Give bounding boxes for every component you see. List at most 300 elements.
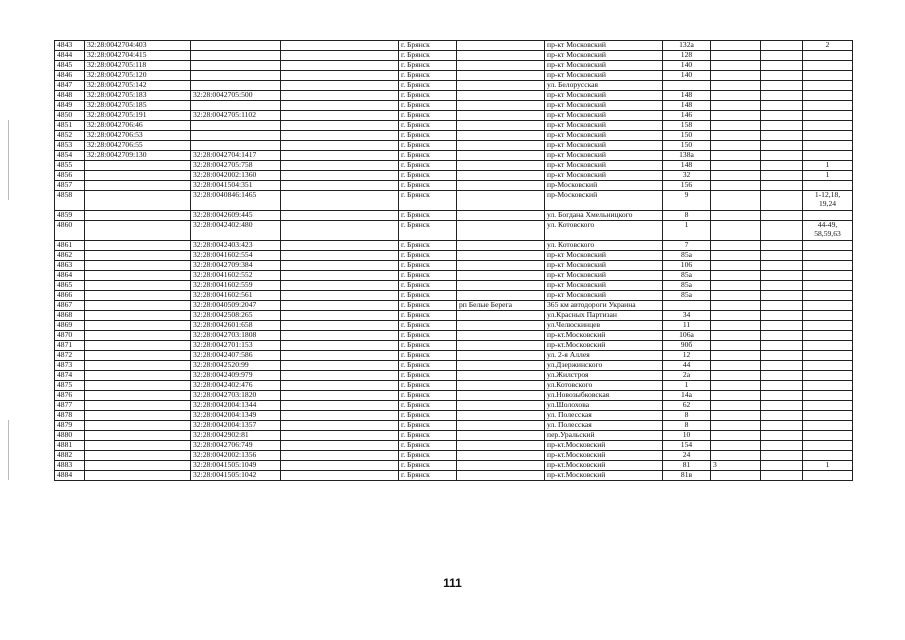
settlement-cell (457, 251, 545, 261)
table-row (55, 291, 853, 301)
street-cell: пр-кт.Московский (545, 341, 663, 351)
table-row (55, 71, 853, 81)
settlement-cell (457, 41, 545, 51)
house-number-cell: 146 (663, 111, 711, 121)
table-row (55, 101, 853, 111)
table-row (55, 401, 853, 411)
extra-cell (761, 291, 803, 301)
record-number-cell: 4874 (55, 371, 85, 381)
city-cell: г. Брянск (399, 151, 457, 161)
table-row (55, 121, 853, 131)
premises-cell (803, 141, 853, 151)
extra-number-cell (281, 41, 399, 51)
building-cell (711, 361, 761, 371)
record-number-cell: 4884 (55, 471, 85, 481)
settlement-cell (457, 381, 545, 391)
street-cell: пр-кт Московский (545, 101, 663, 111)
cadastral-number-cell (85, 471, 191, 481)
house-number-cell: 81в (663, 471, 711, 481)
extra-cell (761, 181, 803, 191)
settlement-cell (457, 361, 545, 371)
building-cadastral-number-cell (191, 61, 281, 71)
record-number-cell: 4846 (55, 71, 85, 81)
cadastral-number-cell (85, 221, 191, 241)
city-cell: г. Брянск (399, 131, 457, 141)
street-cell: пр-кт Московский (545, 151, 663, 161)
settlement-cell (457, 71, 545, 81)
record-number-cell: 4849 (55, 101, 85, 111)
street-cell: ул. Белорусская (545, 81, 663, 91)
table-row (55, 441, 853, 451)
premises-cell (803, 341, 853, 351)
premises-cell (803, 131, 853, 141)
table-row (55, 301, 853, 311)
street-cell: ул. Котовского (545, 221, 663, 241)
cadastral-number-cell (85, 401, 191, 411)
premises-cell (803, 251, 853, 261)
cadastral-number-cell (85, 371, 191, 381)
city-cell: г. Брянск (399, 471, 457, 481)
premises-cell (803, 191, 853, 211)
record-number-cell: 4878 (55, 411, 85, 421)
record-number-cell: 4867 (55, 301, 85, 311)
cadastral-number-cell (85, 291, 191, 301)
extra-number-cell (281, 401, 399, 411)
city-cell: г. Брянск (399, 251, 457, 261)
building-cadastral-number-cell: 32:28:0040509:2047 (191, 301, 281, 311)
record-number-cell: 4877 (55, 401, 85, 411)
cadastral-number-cell (85, 241, 191, 251)
record-number-cell: 4854 (55, 151, 85, 161)
premises-cell (803, 311, 853, 321)
city-cell: г. Брянск (399, 441, 457, 451)
street-cell: пр-кт Московский (545, 91, 663, 101)
extra-cell (761, 101, 803, 111)
extra-number-cell (281, 151, 399, 161)
building-cadastral-number-cell: 32:28:0041602:559 (191, 281, 281, 291)
city-cell: г. Брянск (399, 91, 457, 101)
cadastral-number-cell: 32:28:0042705:191 (85, 111, 191, 121)
building-cell (711, 371, 761, 381)
settlement-cell (457, 261, 545, 271)
cadastral-number-cell (85, 261, 191, 271)
house-number-cell: 85а (663, 291, 711, 301)
building-cadastral-number-cell: 32:28:0042002:1360 (191, 171, 281, 181)
extra-number-cell (281, 471, 399, 481)
building-cell (711, 111, 761, 121)
cadastral-number-cell: 32:28:0042706:46 (85, 121, 191, 131)
extra-cell (761, 121, 803, 131)
cadastral-number-cell: 32:28:0042705:183 (85, 91, 191, 101)
premises-cell (803, 391, 853, 401)
building-cadastral-number-cell: 32:28:0041602:561 (191, 291, 281, 301)
extra-cell (761, 91, 803, 101)
extra-cell (761, 71, 803, 81)
settlement-cell (457, 161, 545, 171)
settlement-cell (457, 291, 545, 301)
extra-cell (761, 391, 803, 401)
house-number-cell: 156 (663, 181, 711, 191)
city-cell: г. Брянск (399, 301, 457, 311)
scan-edge-mark (8, 420, 9, 480)
house-number-cell: 106 (663, 261, 711, 271)
house-number-cell: 14а (663, 391, 711, 401)
extra-cell (761, 171, 803, 181)
building-cadastral-number-cell (191, 41, 281, 51)
extra-number-cell (281, 81, 399, 91)
premises-line: 1 (825, 170, 830, 179)
record-number-cell: 4870 (55, 331, 85, 341)
extra-cell (761, 361, 803, 371)
street-cell: ул. 2-я Аллея (545, 351, 663, 361)
table-row (55, 61, 853, 71)
house-number-cell: 154 (663, 441, 711, 451)
house-number-cell: 8 (663, 211, 711, 221)
extra-cell (761, 221, 803, 241)
city-cell: г. Брянск (399, 341, 457, 351)
extra-number-cell (281, 291, 399, 301)
city-cell: г. Брянск (399, 41, 457, 51)
street-cell: пр-кт.Московский (545, 451, 663, 461)
cadastral-number-cell (85, 191, 191, 211)
street-cell: ул.Челюскинцев (545, 321, 663, 331)
house-number-cell: 85а (663, 281, 711, 291)
extra-cell (761, 401, 803, 411)
settlement-cell (457, 191, 545, 211)
table-row (55, 181, 853, 191)
house-number-cell: 2а (663, 371, 711, 381)
extra-cell (761, 211, 803, 221)
record-number-cell: 4865 (55, 281, 85, 291)
street-cell: пр-кт Московский (545, 51, 663, 61)
building-cell (711, 191, 761, 211)
building-cadastral-number-cell: 32:28:0042705:758 (191, 161, 281, 171)
table-row (55, 191, 853, 211)
record-number-cell: 4860 (55, 221, 85, 241)
extra-number-cell (281, 101, 399, 111)
house-number-cell: 8 (663, 411, 711, 421)
street-cell: пр-кт Московский (545, 121, 663, 131)
record-number-cell: 4861 (55, 241, 85, 251)
city-cell: г. Брянск (399, 311, 457, 321)
record-number-cell: 4883 (55, 461, 85, 471)
extra-number-cell (281, 441, 399, 451)
building-cell (711, 341, 761, 351)
extra-cell (761, 51, 803, 61)
premises-cell (803, 461, 853, 471)
premises-cell (803, 101, 853, 111)
building-cell (711, 211, 761, 221)
extra-number-cell (281, 271, 399, 281)
extra-cell (761, 191, 803, 211)
table-row (55, 411, 853, 421)
record-number-cell: 4862 (55, 251, 85, 261)
house-number-cell: 32 (663, 171, 711, 181)
extra-number-cell (281, 341, 399, 351)
table-row (55, 331, 853, 341)
street-cell: пр-кт.Московский (545, 441, 663, 451)
street-cell: ул.Новозыбковская (545, 391, 663, 401)
extra-cell (761, 61, 803, 71)
building-cadastral-number-cell: 32:28:0041505:1049 (191, 461, 281, 471)
premises-cell (803, 71, 853, 81)
table-row (55, 321, 853, 331)
premises-cell (803, 61, 853, 71)
extra-cell (761, 241, 803, 251)
settlement-cell (457, 81, 545, 91)
building-cadastral-number-cell: 32:28:0042407:586 (191, 351, 281, 361)
table-row (55, 131, 853, 141)
building-cell (711, 441, 761, 451)
settlement-cell (457, 331, 545, 341)
building-cadastral-number-cell: 32:28:0042704:1417 (191, 151, 281, 161)
building-cadastral-number-cell (191, 141, 281, 151)
record-number-cell: 4872 (55, 351, 85, 361)
premises-cell (803, 301, 853, 311)
cadastral-number-cell: 32:28:0042709:130 (85, 151, 191, 161)
extra-cell (761, 301, 803, 311)
premises-cell (803, 261, 853, 271)
city-cell: г. Брянск (399, 171, 457, 181)
premises-cell (803, 161, 853, 171)
premises-cell (803, 41, 853, 51)
table-row (55, 371, 853, 381)
city-cell: г. Брянск (399, 121, 457, 131)
premises-cell (803, 451, 853, 461)
street-cell: пр-кт Московский (545, 141, 663, 151)
record-number-cell: 4856 (55, 171, 85, 181)
building-cadastral-number-cell: 32:28:0042705:500 (191, 91, 281, 101)
street-cell: пр-кт Московский (545, 291, 663, 301)
building-cell (711, 261, 761, 271)
building-cell (711, 61, 761, 71)
extra-cell (761, 371, 803, 381)
extra-cell (761, 421, 803, 431)
settlement-cell (457, 421, 545, 431)
street-cell: пр-кт Московский (545, 261, 663, 271)
premises-cell (803, 171, 853, 181)
city-cell: г. Брянск (399, 421, 457, 431)
extra-number-cell (281, 71, 399, 81)
extra-cell (761, 461, 803, 471)
cadastral-number-cell: 32:28:0042705:185 (85, 101, 191, 111)
house-number-cell: 158 (663, 121, 711, 131)
extra-number-cell (281, 411, 399, 421)
premises-cell (803, 81, 853, 91)
city-cell: г. Брянск (399, 191, 457, 211)
extra-number-cell (281, 331, 399, 341)
table-row (55, 431, 853, 441)
settlement-cell (457, 141, 545, 151)
extra-cell (761, 451, 803, 461)
settlement-cell (457, 341, 545, 351)
cadastral-number-cell (85, 421, 191, 431)
street-cell: ул. Богдана Хмельницкого (545, 211, 663, 221)
street-cell: ул.Жилстроя (545, 371, 663, 381)
table-row (55, 261, 853, 271)
extra-number-cell (281, 141, 399, 151)
building-cell: 3 (711, 461, 761, 471)
house-number-cell: 62 (663, 401, 711, 411)
settlement-cell: рп Белые Берега (457, 301, 545, 311)
extra-number-cell (281, 241, 399, 251)
building-cell (711, 81, 761, 91)
street-cell: ул.Дзержинского (545, 361, 663, 371)
building-cadastral-number-cell: 32:28:0042402:480 (191, 221, 281, 241)
cadastral-number-cell (85, 271, 191, 281)
cadastral-number-cell (85, 431, 191, 441)
extra-cell (761, 81, 803, 91)
cadastral-number-cell: 32:28:0042704:415 (85, 51, 191, 61)
premises-line: 1 (825, 460, 830, 469)
scan-edge-mark (8, 120, 9, 200)
building-cadastral-number-cell: 32:28:0042409:979 (191, 371, 281, 381)
settlement-cell (457, 401, 545, 411)
cadastral-number-cell: 32:28:0042705:118 (85, 61, 191, 71)
table-row (55, 351, 853, 361)
house-number-cell: 148 (663, 91, 711, 101)
street-cell: пр-кт Московский (545, 271, 663, 281)
extra-cell (761, 411, 803, 421)
cadastral-number-cell (85, 171, 191, 181)
building-cell (711, 331, 761, 341)
building-cadastral-number-cell: 32:28:0041504:351 (191, 181, 281, 191)
extra-cell (761, 351, 803, 361)
city-cell: г. Брянск (399, 351, 457, 361)
record-number-cell: 4873 (55, 361, 85, 371)
extra-number-cell (281, 251, 399, 261)
table-row (55, 461, 853, 471)
building-cell (711, 41, 761, 51)
building-cell (711, 121, 761, 131)
building-cell (711, 391, 761, 401)
building-cadastral-number-cell: 32:28:0042701:153 (191, 341, 281, 351)
city-cell: г. Брянск (399, 161, 457, 171)
settlement-cell (457, 451, 545, 461)
cadastral-number-cell: 32:28:0042706:55 (85, 141, 191, 151)
street-cell: 365 км автодороги Украина (545, 301, 663, 311)
building-cadastral-number-cell: 32:28:0042002:1356 (191, 451, 281, 461)
premises-cell (803, 221, 853, 241)
house-number-cell: 10 (663, 431, 711, 441)
table-row (55, 171, 853, 181)
premises-cell (803, 151, 853, 161)
settlement-cell (457, 371, 545, 381)
registry-table-wrapper (54, 40, 852, 481)
city-cell: г. Брянск (399, 101, 457, 111)
premises-line: 2 (825, 40, 830, 49)
premises-cell (803, 361, 853, 371)
record-number-cell: 4866 (55, 291, 85, 301)
building-cell (711, 301, 761, 311)
premises-cell (803, 281, 853, 291)
street-cell: пр-кт.Московский (545, 471, 663, 481)
extra-number-cell (281, 91, 399, 101)
premises-cell (803, 471, 853, 481)
building-cell (711, 411, 761, 421)
cadastral-number-cell (85, 211, 191, 221)
building-cadastral-number-cell (191, 51, 281, 61)
building-cadastral-number-cell (191, 71, 281, 81)
building-cell (711, 271, 761, 281)
settlement-cell (457, 131, 545, 141)
cadastral-number-cell (85, 301, 191, 311)
building-cadastral-number-cell: 32:28:0042402:476 (191, 381, 281, 391)
record-number-cell: 4844 (55, 51, 85, 61)
settlement-cell (457, 311, 545, 321)
extra-cell (761, 381, 803, 391)
house-number-cell: 106а (663, 331, 711, 341)
settlement-cell (457, 441, 545, 451)
extra-number-cell (281, 371, 399, 381)
city-cell: г. Брянск (399, 71, 457, 81)
city-cell: г. Брянск (399, 331, 457, 341)
building-cadastral-number-cell: 32:28:0042609:445 (191, 211, 281, 221)
extra-cell (761, 471, 803, 481)
house-number-cell: 140 (663, 61, 711, 71)
settlement-cell (457, 121, 545, 131)
extra-cell (761, 271, 803, 281)
table-row (55, 421, 853, 431)
settlement-cell (457, 111, 545, 121)
premises-cell (803, 401, 853, 411)
premises-line: 1 (825, 160, 830, 169)
building-cadastral-number-cell: 32:28:0042004:1357 (191, 421, 281, 431)
building-cadastral-number-cell: 32:28:0041602:552 (191, 271, 281, 281)
building-cadastral-number-cell: 32:28:0042705:1102 (191, 111, 281, 121)
cadastral-number-cell (85, 361, 191, 371)
record-number-cell: 4863 (55, 261, 85, 271)
building-cadastral-number-cell: 32:28:0042403:423 (191, 241, 281, 251)
record-number-cell: 4864 (55, 271, 85, 281)
premises-cell (803, 211, 853, 221)
extra-number-cell (281, 191, 399, 211)
cadastral-number-cell: 32:28:0042705:142 (85, 81, 191, 91)
extra-cell (761, 141, 803, 151)
street-cell: ул. Котовского (545, 241, 663, 251)
premises-cell (803, 421, 853, 431)
building-cadastral-number-cell: 32:28:0042706:749 (191, 441, 281, 451)
record-number-cell: 4859 (55, 211, 85, 221)
house-number-cell (663, 81, 711, 91)
city-cell: г. Брянск (399, 381, 457, 391)
building-cadastral-number-cell: 32:28:0042508:265 (191, 311, 281, 321)
city-cell: г. Брянск (399, 361, 457, 371)
cadastral-number-cell (85, 341, 191, 351)
building-cell (711, 471, 761, 481)
street-cell: ул.Шолохова (545, 401, 663, 411)
house-number-cell: 148 (663, 101, 711, 111)
city-cell: г. Брянск (399, 51, 457, 61)
building-cell (711, 161, 761, 171)
cadastral-number-cell (85, 331, 191, 341)
cadastral-number-cell (85, 381, 191, 391)
extra-number-cell (281, 221, 399, 241)
house-number-cell: 85а (663, 251, 711, 261)
extra-number-cell (281, 181, 399, 191)
city-cell: г. Брянск (399, 391, 457, 401)
building-cadastral-number-cell: 32:28:0042709:384 (191, 261, 281, 271)
table-row (55, 451, 853, 461)
table-row (55, 141, 853, 151)
extra-number-cell (281, 261, 399, 271)
table-row (55, 241, 853, 251)
cadastral-number-cell (85, 251, 191, 261)
extra-number-cell (281, 131, 399, 141)
extra-number-cell (281, 431, 399, 441)
street-cell: пр-кт Московский (545, 61, 663, 71)
cadastral-number-cell (85, 441, 191, 451)
